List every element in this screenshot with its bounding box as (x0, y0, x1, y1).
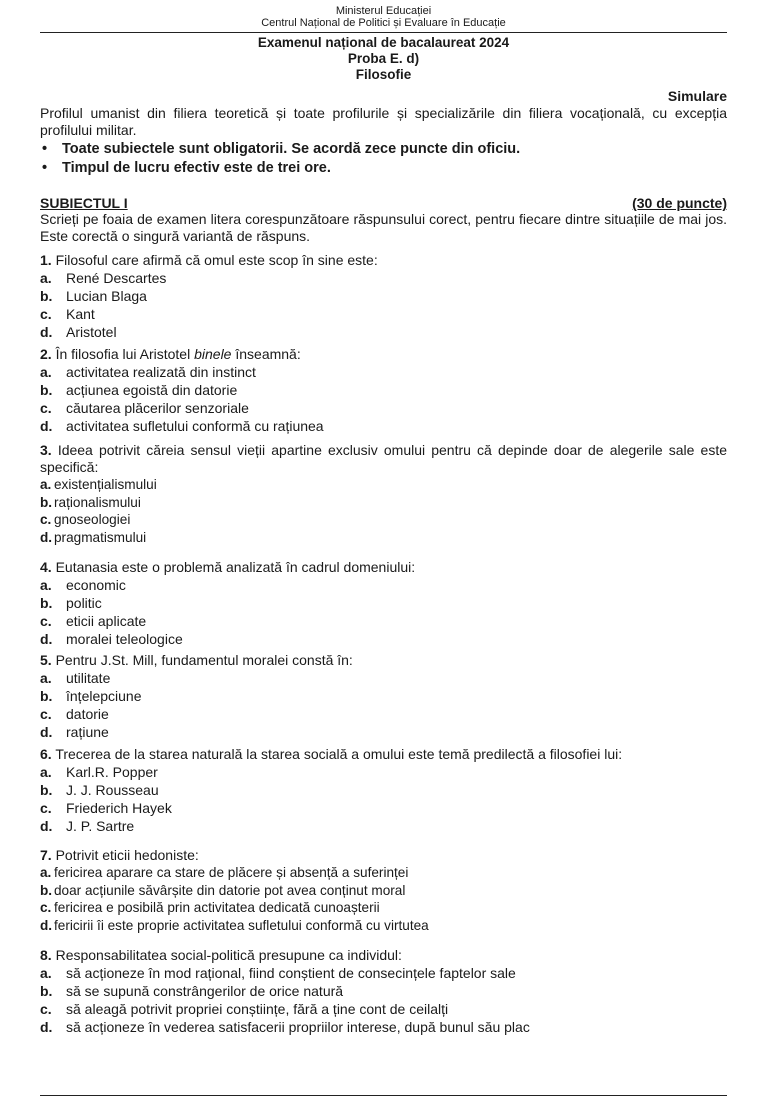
answer-option: c. să aleagă potrivit propriei conștiințe, fără a ține cont de ceilalți (40, 1001, 449, 1017)
subject-number: SUBIECTUL I (40, 195, 128, 211)
answer-option: a. existențialismului (40, 477, 157, 492)
answer-options (40, 576, 727, 648)
answer-option: b. raționalismului (40, 494, 141, 510)
answer-options (40, 763, 727, 835)
question-6 (40, 746, 727, 835)
question-text: 3. Ideea potrivit căreia sensul vieții apartine exclusiv omului pentru că depinde doar de alegerile sale este specifică: (40, 442, 727, 475)
answer-option: d. activitatea sufletului conformă cu rațiunea (40, 418, 324, 434)
answer-options (40, 363, 727, 435)
question-3 (40, 442, 727, 546)
answer-option: a. activitatea realizată din instinct (40, 364, 256, 380)
answer-option: d. J. P. Sartre (40, 818, 135, 834)
question-2 (40, 346, 727, 435)
question-8 (40, 947, 727, 1036)
rule-item: • Toate subiectele sunt obligatorii. Se acordă zece puncte din oficiu. (42, 141, 521, 157)
answer-option: c. căutarea plăcerilor senzoriale (40, 400, 249, 416)
question-text: 5. Pentru J.St. Mill, fundamentul moralei constă în: (40, 652, 353, 668)
answer-option: d. pragmatismului (40, 529, 147, 545)
header-divider (40, 32, 727, 33)
answer-option: d. Aristotel (40, 324, 117, 340)
footer-divider (40, 1095, 727, 1096)
profile-text: Profilul umanist din filiera teoretică și toate profilurile și specializările din filiera vocațională, cu excepția profilului militar. (40, 105, 727, 138)
bullet-icon: • (42, 141, 48, 157)
subject-title: Filosofie (355, 67, 412, 82)
question-5 (40, 652, 727, 741)
answer-option: d. să acționeze în vederea satisfacerii propriilor interese, după bunul său plac (40, 1019, 530, 1035)
subject-points: (30 de puncte) (632, 195, 727, 211)
answer-option: a. Karl.R. Popper (40, 764, 158, 780)
answer-option: c. gnoseologiei (40, 512, 131, 527)
simulare-label: Simulare (667, 88, 727, 104)
answer-option: d. moralei teleologice (40, 631, 183, 647)
answer-option: a. fericirea aparare ca stare de plăcere și absență a suferinței (40, 865, 409, 880)
answer-option: c. fericirea e posibilă prin activitatea dedicată cunoașterii (40, 900, 380, 915)
question-text: 6. Trecerea de la starea naturală la starea socială a omului este temă predilectă a filosofiei lui: (40, 746, 623, 762)
question-4 (40, 559, 727, 648)
proba-title: Proba E. d) (347, 51, 420, 66)
answer-options (40, 669, 727, 741)
answer-option: b. doar acțiunile săvârșite din datorie pot avea conținut moral (40, 882, 406, 898)
answer-options (40, 864, 727, 934)
question-text: 2. În filosofia lui Aristotel binele înseamnă: (40, 346, 301, 362)
answer-options (40, 269, 727, 341)
bullet-icon: • (42, 160, 48, 176)
rules-list (40, 140, 727, 178)
subject-instructions: Scrieți pe foaia de examen litera corespunzătoare răspunsului corect, pentru fiecare dintre situațiile de mai jos. Este corectă o singură variantă de răspuns. (40, 211, 727, 244)
answer-option: a. utilitate (40, 670, 111, 686)
subject-heading (40, 195, 727, 211)
ministry-name: Ministerul Educației (335, 5, 432, 17)
answer-option: d. rațiune (40, 724, 109, 740)
answer-options (40, 476, 727, 546)
answer-option: a. René Descartes (40, 270, 167, 286)
answer-option: b. Lucian Blaga (40, 288, 147, 304)
answer-options (40, 964, 727, 1036)
answer-option: c. datorie (40, 706, 109, 722)
answer-option: d. fericirii îi este proprie activitatea sufletului conformă cu virtutea (40, 917, 429, 933)
answer-option: a. economic (40, 577, 126, 593)
answer-option: c. Friederich Hayek (40, 800, 172, 816)
exam-page (40, 0, 727, 1036)
answer-option: c. eticii aplicate (40, 613, 147, 629)
question-7 (40, 847, 727, 934)
question-text: 1. Filosoful care afirmă că omul este scop în sine este: (40, 252, 378, 268)
question-1 (40, 252, 727, 341)
question-text: 4. Eutanasia este o problemă analizată în cadrul domeniului: (40, 559, 416, 575)
exam-title: Examenul național de bacalaureat 2024 (257, 35, 510, 50)
answer-option: b. acțiunea egoistă din datorie (40, 382, 238, 398)
question-text: 8. Responsabilitatea social-politică presupune ca individul: (40, 947, 402, 963)
answer-option: b. să se supună constrângerilor de orice natură (40, 983, 344, 999)
answer-option: a. să acționeze în mod rațional, fiind conștient de consecințele faptelor sale (40, 965, 516, 981)
answer-option: b. înțelepciune (40, 688, 142, 704)
exam-title-block (40, 35, 727, 83)
answer-option: b. politic (40, 595, 102, 611)
question-text: 7. Potrivit eticii hedoniste: (40, 847, 199, 863)
answer-option: b. J. J. Rousseau (40, 782, 159, 798)
rule-item: • Timpul de lucru efectiv este de trei ore. (42, 160, 331, 176)
center-name: Centrul Național de Politici și Evaluare în Educație (261, 17, 506, 29)
answer-option: c. Kant (40, 306, 95, 322)
document-header (40, 0, 727, 29)
